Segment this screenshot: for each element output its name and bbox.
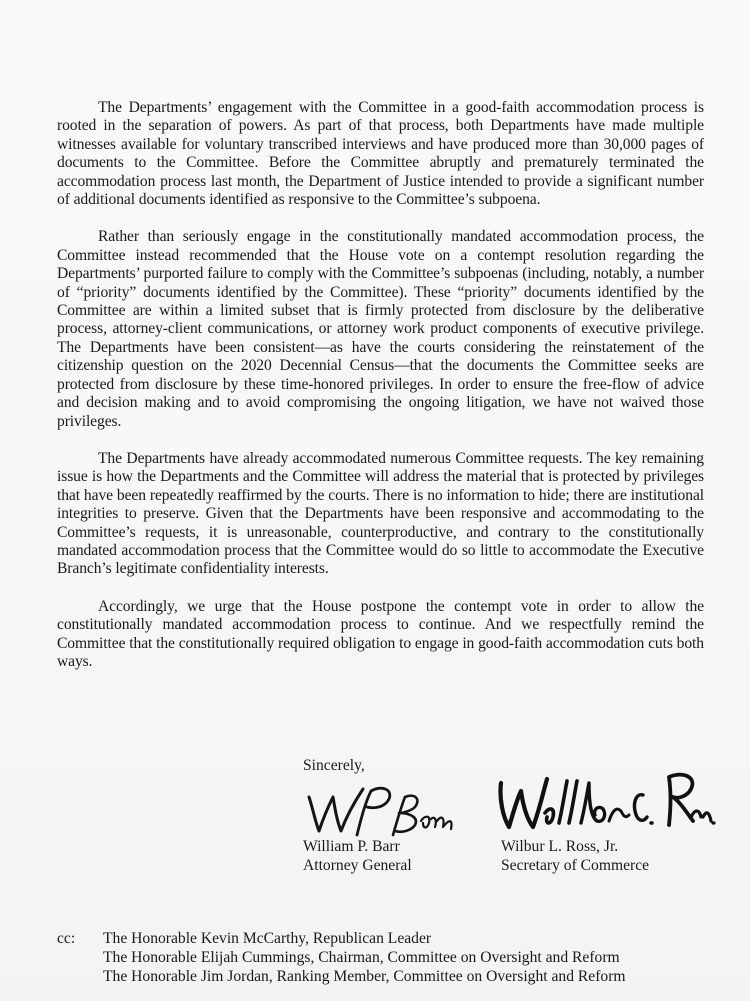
paragraph-accommodation-process: The Departments’ engagement with the Committee in a good-faith accommodation process is rooted in the separation of powers. As part of that process, both Departments have made multiple witnesses available for voluntary transcribed interviews and have produced more than 30,000 pages of documents to the Committee. Before the Committee abruptly and prematurely terminated the accommodation process last month, the Department of Justice intended to provide a significant number of additional documents identified as responsive to the Committee’s subpoena. [57,99,704,209]
signer-barr [303,837,412,875]
letter-body [57,99,704,690]
signer-name: William P. Barr [303,838,400,855]
cc-recipient: The Honorable Kevin McCarthy, Republican Leader [103,930,432,947]
paragraph-postpone-request: Accordingly, we urge that the House postpone the contempt vote in order to allow the constitutionally mandated accommodation process to continue. And we respectfully remind the Committee that the constitutionally required obligation to engage in good-faith accommodation cuts both ways. [57,597,704,670]
signature-block [303,757,723,877]
cc-recipient-list [103,930,723,986]
ross-signature-icon [493,765,718,835]
cc-recipient: The Honorable Jim Jordan, Ranking Member, Committee on Oversight and Reform [103,967,626,985]
paragraph-contempt-recommendation: Rather than seriously engage in the constitutionally mandated accommodation process, the Committee instead recommended that the House vote on a contempt resolution regarding the Departments’ purported failure to comply with the Committee’s subpoenas (including, notably, a number of “priority” documents identified by the Committee). These “priority” documents identified by the Committee are within a limited subset that is firmly protected from disclosure by the deliberative process, attorney-client communications, or attorney work product components of executive privilege. The Departments have been consistent—as have the courts considering the reinstatement of the citizenship question on the 2020 Decennial Census—that the documents the Committee seeks are protected from disclosure by these time-honored privileges. In order to ensure the free-flow of advice and decision making and to avoid compromising the ongoing litigation, we have not waived those privileges. [57,228,704,430]
barr-signature-icon [303,775,453,843]
cc-recipient: The Honorable Elijah Cummings, Chairman, Committee on Oversight and Reform [103,948,620,966]
cc-label: cc: [57,930,76,947]
signer-ross [501,837,649,875]
signer-name: Wilbur L. Ross, Jr. [501,838,619,855]
signer-title: Attorney General [303,857,412,874]
paragraph-remaining-issue: The Departments have already accommodated numerous Committee requests. The key remaining issue is how the Departments and the Committee will address the material that is protected by privileges that have been repeatedly reaffirmed by the courts. There is no information to hide; there are institutional integrities to preserve. Given that the Departments have been responsive and accommodating to the Committee’s requests, it is unreasonable, counterproductive, and contrary to the constitutionally mandated accommodation process that the Committee would do so little to accommodate the Executive Branch’s legitimate confidentiality interests. [57,449,704,578]
signer-title: Secretary of Commerce [501,857,650,874]
closing-salutation: Sincerely, [303,757,365,774]
